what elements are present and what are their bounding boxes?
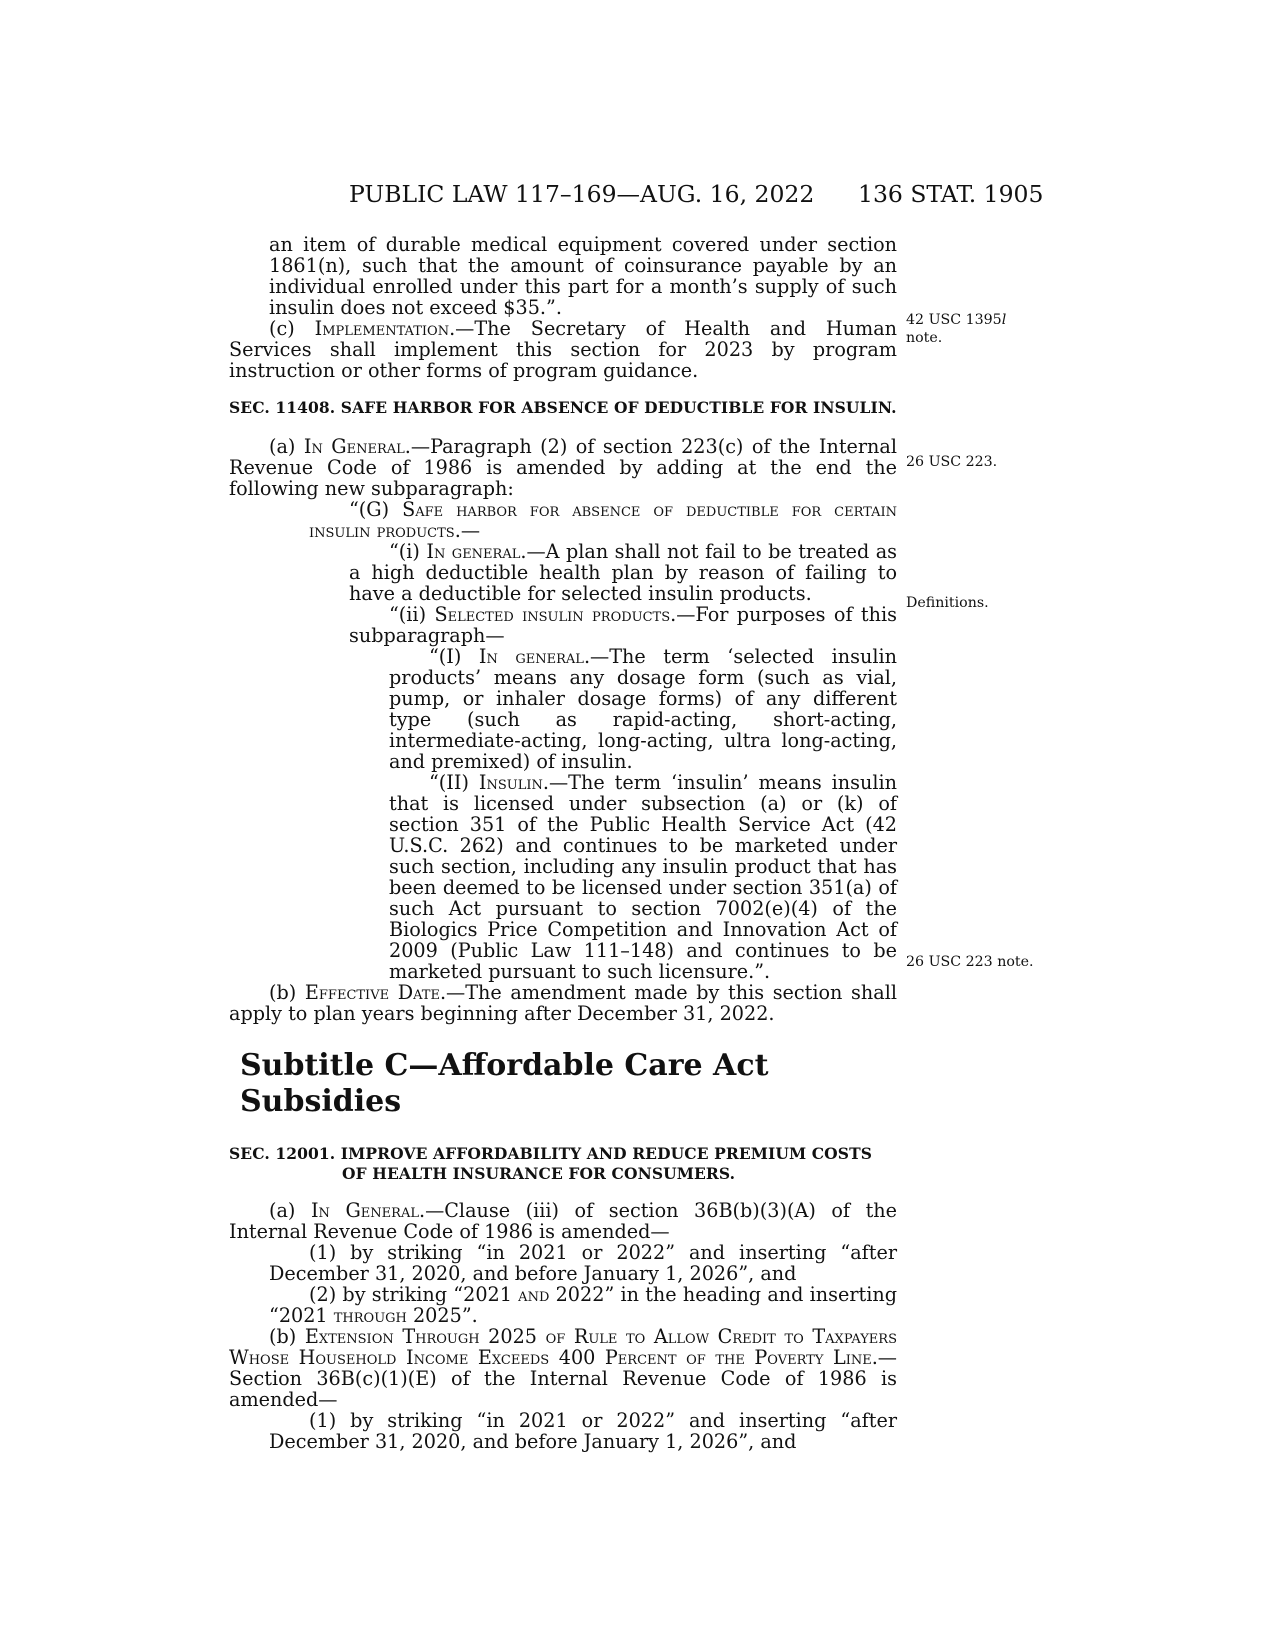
subsection-a2: (a) In General.—Clause (iii) of section 36B(b)(3)(A) of the Internal Revenue Code of 1986 is amended— — [229, 1199, 897, 1243]
subparagraph-heading: Safe harbor for absence of deductible for certain insulin products — [309, 498, 897, 542]
subsection-a: (a) In General.—Paragraph (2) of section 223(c) of the Internal Revenue Code of 1986 is amended by adding at the end the following new subparagraph: — [229, 435, 897, 500]
subclause-II: “(II) Insulin.—The term ‘insulin’ means insulin that is licensed under subsection (a) or (k) of section 351 of the Public Health Service Act (42 U.S.C. 262) and continues to be marketed under such section, including any insulin product that has been deemed to be licensed under section 351(a) of such Act pursuant to section 7002(e)(4) of the Biologics Price Competition and Innovation Act of 2009 (Public Law 111–148) and continues to be marketed pursuant to such licensure.”. — [389, 771, 897, 983]
subsection-heading: In General — [310, 1199, 419, 1222]
paragraph-2: (2) by striking “2021 and 2022” in the heading and inserting “2021 through 2025”. — [269, 1283, 898, 1327]
subclause-I: “(I) In general.—The term ‘selected insulin products’ means any dosage form (such as vial, pump, or inhaler dosage forms) of any different type (such as rapid-acting, short-acting, intermediate-acting, long-acting, ultra long-acting, and premixed) of insulin. — [389, 645, 897, 773]
subsection-heading: Implementation — [314, 317, 450, 340]
clause-ii: “(ii) Selected insulin products.—For purposes of this subparagraph— — [349, 603, 897, 647]
margin-note-implementation: 42 USC 1395l note. — [906, 312, 1007, 346]
subsection-heading: In General — [303, 435, 405, 458]
subparagraph-g: “(G) Safe harbor for absence of deductible for certain insulin products.— — [309, 498, 897, 542]
paragraph-1: (1) by striking “in 2021 or 2022” and inserting “after December 31, 2020, and before January 1, 2026”, and — [269, 1241, 897, 1285]
section-heading-11408: SEC. 11408. SAFE HARBOR FOR ABSENCE OF DEDUCTIBLE FOR INSULIN. — [229, 398, 897, 417]
subclause-heading: In general — [478, 645, 584, 668]
subclause-heading: Insulin — [478, 771, 543, 794]
margin-note-definitions: Definitions. — [906, 595, 989, 611]
running-header-page: 136 STAT. 1905 — [858, 180, 1044, 208]
subsection-b: (b) Effective Date.—The amendment made by this section shall apply to plan years beginning after December 31, 2022. — [229, 981, 897, 1025]
running-header-title: PUBLIC LAW 117–169—AUG. 16, 2022 — [349, 180, 815, 208]
subsection-heading: Effective Date — [304, 981, 440, 1004]
section-heading-12001: SEC. 12001. IMPROVE AFFORDABILITY AND REDUCE PREMIUM COSTS OF HEALTH INSURANCE FOR CONSUMERS. — [229, 1144, 872, 1183]
subtitle-heading: Subtitle C—Affordable Care Act Subsidies — [240, 1048, 769, 1119]
clause-heading: Selected insulin products — [434, 603, 671, 626]
paragraph-continuation: an item of durable medical equipment covered under section 1861(n), such that the amount of coinsurance payable by an individual enrolled under this part for a month’s supply of such insulin does not exceed $35.”. — [269, 233, 897, 319]
clause-i: “(i) In general.—A plan shall not fail to be treated as a high deductible health plan by reason of failing to have a deductible for selected insulin products. — [349, 540, 897, 605]
margin-note-amendment: 26 USC 223. — [906, 454, 998, 470]
subsection-c: (c) Implementation.—The Secretary of Health and Human Services shall implement this section for 2023 by program instruction or other forms of program guidance. — [229, 317, 897, 382]
subsection-b2: (b) Extension Through 2025 of Rule to Allow Credit to Taxpayers Whose Household Income Exceeds 400 Percent of the Poverty Line.—Section 36B(c)(1)(E) of the Internal Revenue Code of 1986 is amended— — [229, 1325, 897, 1411]
subsection-heading: Extension Through 2025 of Rule to Allow Credit to Taxpayers Whose Household Income Exceeds 400 Percent of the Poverty Line — [229, 1325, 897, 1369]
page-body — [229, 234, 897, 1452]
paragraph-1b: (1) by striking “in 2021 or 2022” and inserting “after December 31, 2020, and before January 1, 2026”, and — [269, 1409, 897, 1453]
margin-note-effective: 26 USC 223 note. — [906, 954, 1034, 970]
clause-heading: In general — [426, 540, 521, 563]
